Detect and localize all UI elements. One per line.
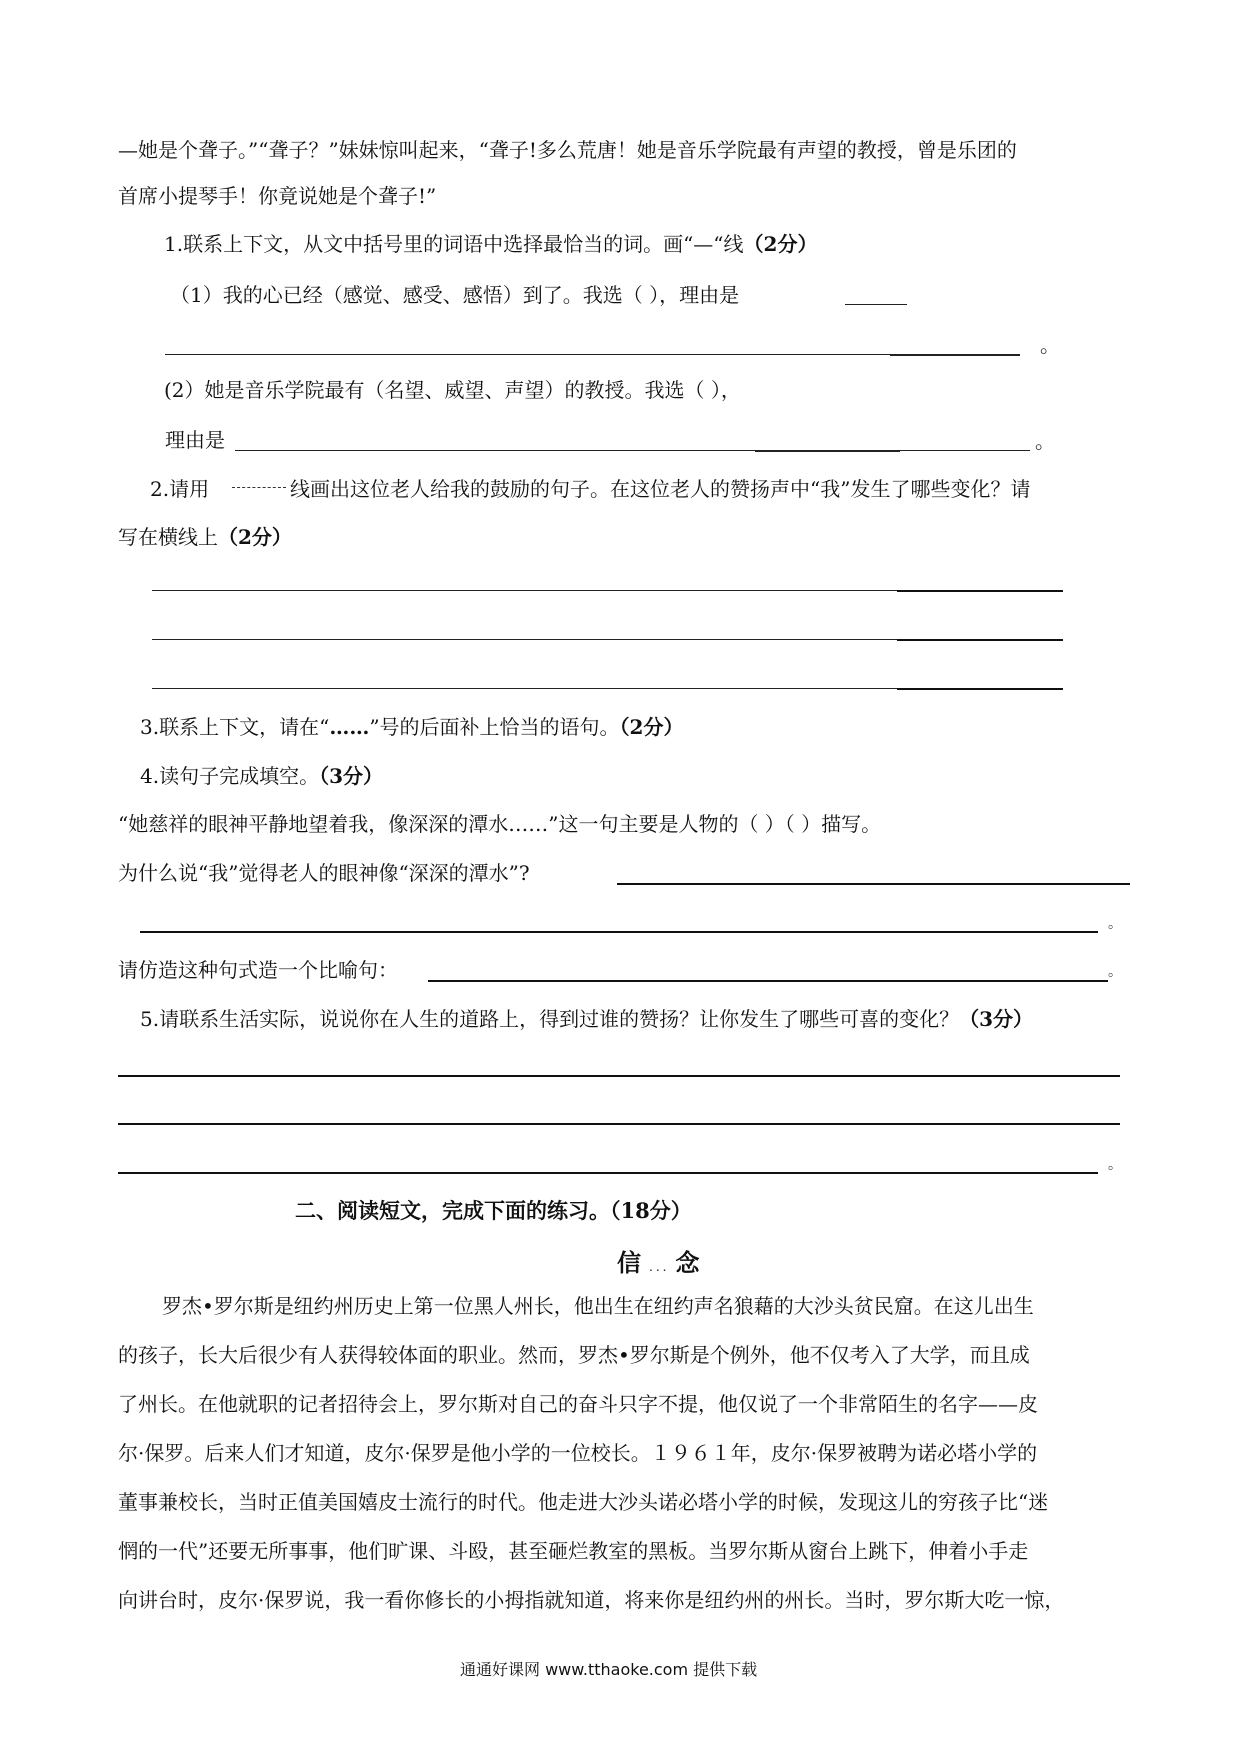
answer-line[interactable] (428, 980, 1108, 982)
title-dots: ... (649, 1260, 670, 1274)
passage-2-line-4: 尔·保罗。后来人们才知道，皮尔·保罗是他小学的一位校长。１９６１年，皮尔·保罗被聘为诺必塔小学的 (118, 1441, 1038, 1465)
answer-line[interactable] (755, 450, 900, 452)
answer-line[interactable] (845, 304, 907, 305)
answer-line[interactable] (897, 639, 1063, 641)
answer-line[interactable] (617, 883, 1130, 885)
answer-line[interactable] (118, 1075, 1120, 1077)
answer-line[interactable] (165, 354, 890, 355)
period: 。 (1108, 916, 1122, 932)
question-1-text: 1.联系上下文，从文中括号里的词语中选择最恰当的词。画“—“线 (164, 232, 744, 256)
question-3-score: （2分） (619, 715, 684, 739)
question-2-prompt-c (118, 524, 292, 550)
question-1-sub-1: （1）我的心已经（感觉、感受、感悟）到了。我选（ ），理由是 (170, 283, 740, 307)
question-3-prompt (140, 714, 683, 740)
passage-2-line-3: 了州长。在他就职的记者招待会上，罗尔斯对自己的奋斗只字不提，他仅说了一个非常陌生的名字——皮 (118, 1392, 1038, 1416)
answer-line[interactable] (140, 931, 1098, 933)
period: 。 (1040, 333, 1060, 357)
question-2-text: 写在横线上 (118, 525, 218, 549)
question-4-prompt (140, 763, 383, 789)
passage-2-line-6: 惘的一代”还要无所事事，他们旷课、斗殴，甚至砸烂教室的黑板。当罗尔斯从窗台上跳下，伸着小手走 (118, 1539, 1029, 1563)
question-1-score: （2分） (743, 232, 818, 256)
question-2-prompt-b: 线画出这位老人给我的鼓励的句子。在这位老人的赞扬声中“我”发生了哪些变化？请 (290, 477, 1031, 501)
period: 。 (1108, 964, 1122, 980)
answer-line[interactable] (152, 688, 897, 689)
answer-line[interactable] (897, 688, 1063, 690)
answer-line[interactable] (890, 354, 1020, 356)
period: 。 (1035, 429, 1055, 453)
question-4-imitate: 请仿造这种句式造一个比喻句： (118, 958, 398, 982)
question-1-sub-2: (2）她是音乐学院最有（名望、威望、声望）的教授。我选（ ）， (164, 378, 741, 402)
question-4-why: 为什么说“我”觉得老人的眼神像“深深的潭水”? (118, 861, 530, 885)
question-4-text: 4.读句子完成填空。 (140, 764, 320, 788)
answer-line[interactable] (118, 1123, 1120, 1125)
passage-title (617, 1243, 701, 1278)
answer-line[interactable] (900, 450, 1030, 451)
question-3-text-a: 3.联系上下文，请在“ (140, 715, 330, 739)
question-2-prompt-a: 2.请用 (150, 477, 210, 501)
question-5-text: 5.请联系生活实际，说说你在人生的道路上，得到过谁的赞扬？让你发生了哪些可喜的变化？ (140, 1007, 960, 1031)
question-4-sentence: “她慈祥的眼神平静地望着我，像深深的潭水……”这一句主要是人物的（ ）（ ）描写。 (118, 812, 882, 836)
question-5-score: （3分） (959, 1007, 1034, 1031)
answer-line[interactable] (152, 590, 897, 591)
title-char-1: 信 (617, 1248, 643, 1277)
reason-label: 理由是 (165, 428, 225, 452)
ellipsis-mark: …… (329, 715, 370, 739)
passage-2-line-2: 的孩子，长大后很少有人获得较体面的职业。然而，罗杰•罗尔斯是个例外，他不仅考入了大学，而且成 (118, 1343, 1030, 1367)
answer-line[interactable] (235, 450, 755, 451)
question-3-text-b: ”号的后面补上恰当的语句。 (369, 715, 620, 739)
answer-line[interactable] (897, 590, 1063, 592)
wavy-line-sample (232, 487, 286, 488)
answer-line[interactable] (152, 639, 897, 640)
period: 。 (1108, 1157, 1122, 1173)
question-1-prompt (164, 231, 817, 257)
question-2-score: （2分） (218, 525, 292, 549)
passage-2-line-7: 向讲台时，皮尔·保罗说，我一看你修长的小拇指就知道，将来你是纽约州的州长。当时，罗尔斯大吃一惊， (118, 1588, 1065, 1612)
section-2-heading: 二、阅读短文，完成下面的练习。（18分） (295, 1198, 692, 1223)
title-char-2: 念 (675, 1248, 702, 1277)
question-5-prompt (140, 1006, 1033, 1032)
passage-2-line-1: 罗杰•罗尔斯是纽约州历史上第一位黑人州长，他出生在纽约声名狼藉的大沙头贫民窟。在这儿出生 (162, 1294, 1034, 1318)
answer-line[interactable] (118, 1172, 1098, 1174)
passage-line-2: 首席小提琴手！你竟说她是个聋子!” (118, 184, 437, 208)
question-4-score: （3分） (319, 764, 384, 788)
passage-2-line-5: 董事兼校长，当时正值美国嬉皮士流行的时代。他走进大沙头诺必塔小学的时候，发现这儿的穷孩子比“迷 (118, 1490, 1049, 1514)
passage-line-1: —她是个聋子。”“聋子？”妹妹惊叫起来，“聋子!多么荒唐！她是音乐学院最有声望的教授，曾是乐团的 (118, 138, 1017, 162)
page-footer: 通通好课网 www.tthaoke.com 提供下载 (460, 1660, 758, 1679)
